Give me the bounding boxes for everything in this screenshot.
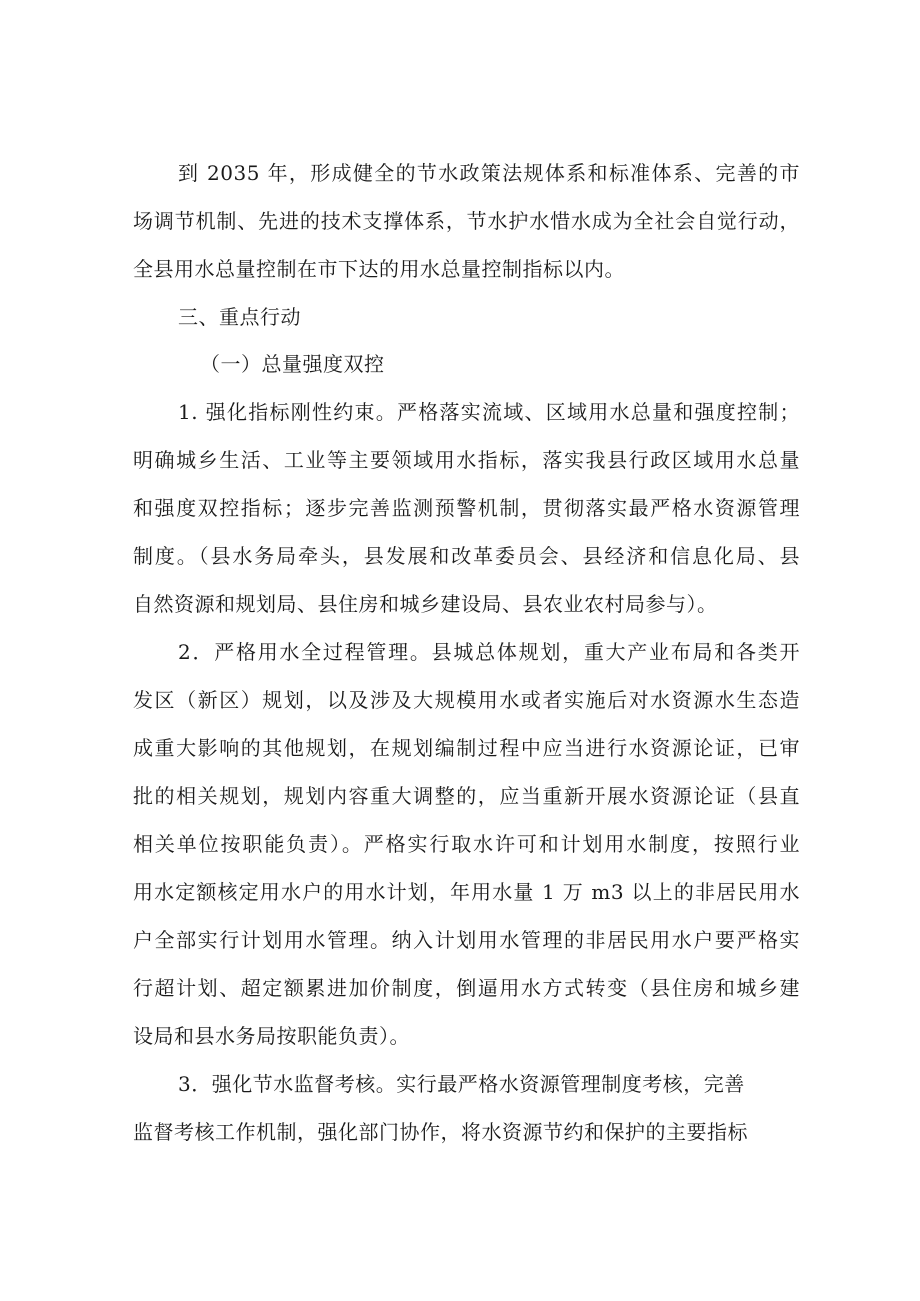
paragraph-2035-line-2: 场调节机制、先进的技术支撑体系，节水护水惜水成为全社会自觉行动， — [133, 209, 800, 233]
item-1-line-5: 自然资源和规划局、县住房和城乡建设局、县农业农村局参与）。 — [133, 592, 718, 616]
item-2-line-3: 成重大影响的其他规划，在规划编制过程中应当进行水资源论证，已审 — [133, 736, 800, 760]
item-2-line-8: 行超计划、超定额累进加价制度，倒逼用水方式转变（县住房和城乡建 — [133, 976, 800, 1000]
paragraph-2035-line-1: 到 2035 年，形成健全的节水政策法规体系和标准体系、完善的市 — [178, 161, 800, 185]
item-1-line-1: 1. 强化指标刚性约束。严格落实流域、区域用水总量和强度控制； — [178, 400, 800, 424]
item-3-line-2: 监督考核工作机制，强化部门协作，将水资源节约和保护的主要指标 — [133, 1120, 748, 1144]
item-1-line-4: 制度。（县水务局牵头，县发展和改革委员会、县经济和信息化局、县 — [133, 544, 800, 568]
item-2-line-2: 发区（新区）规划，以及涉及大规模用水或者实施后对水资源水生态造 — [133, 688, 800, 712]
section-heading-key-actions: 三、重点行动 — [178, 305, 301, 329]
item-2-line-5: 相关单位按职能负责）。严格实行取水许可和计划用水制度，按照行业 — [133, 832, 800, 856]
item-1-line-2: 明确城乡生活、工业等主要领域用水指标，落实我县行政区域用水总量 — [133, 448, 800, 472]
item-2-line-7: 户全部实行计划用水管理。纳入计划用水管理的非居民用水户要严格实 — [133, 928, 800, 952]
item-1-line-3: 和强度双控指标；逐步完善监测预警机制，贯彻落实最严格水资源管理 — [133, 496, 800, 520]
item-2-line-4: 批的相关规划，规划内容重大调整的，应当重新开展水资源论证（县直 — [133, 784, 800, 808]
item-2-line-9: 设局和县水务局按职能负责）。 — [133, 1024, 410, 1048]
item-2-line-6: 用水定额核定用水户的用水计划，年用水量 1 万 m3 以上的非居民用水 — [133, 880, 800, 904]
subsection-heading-dual-control: （一）总量强度双控 — [200, 352, 385, 376]
paragraph-2035-line-3: 全县用水总量控制在市下达的用水总量控制指标以内。 — [133, 257, 625, 281]
item-2-line-1: 2．严格用水全过程管理。县城总体规划，重大产业布局和各类开 — [178, 640, 800, 664]
item-3-line-1: 3．强化节水监督考核。实行最严格水资源管理制度考核，完善 — [178, 1072, 745, 1096]
